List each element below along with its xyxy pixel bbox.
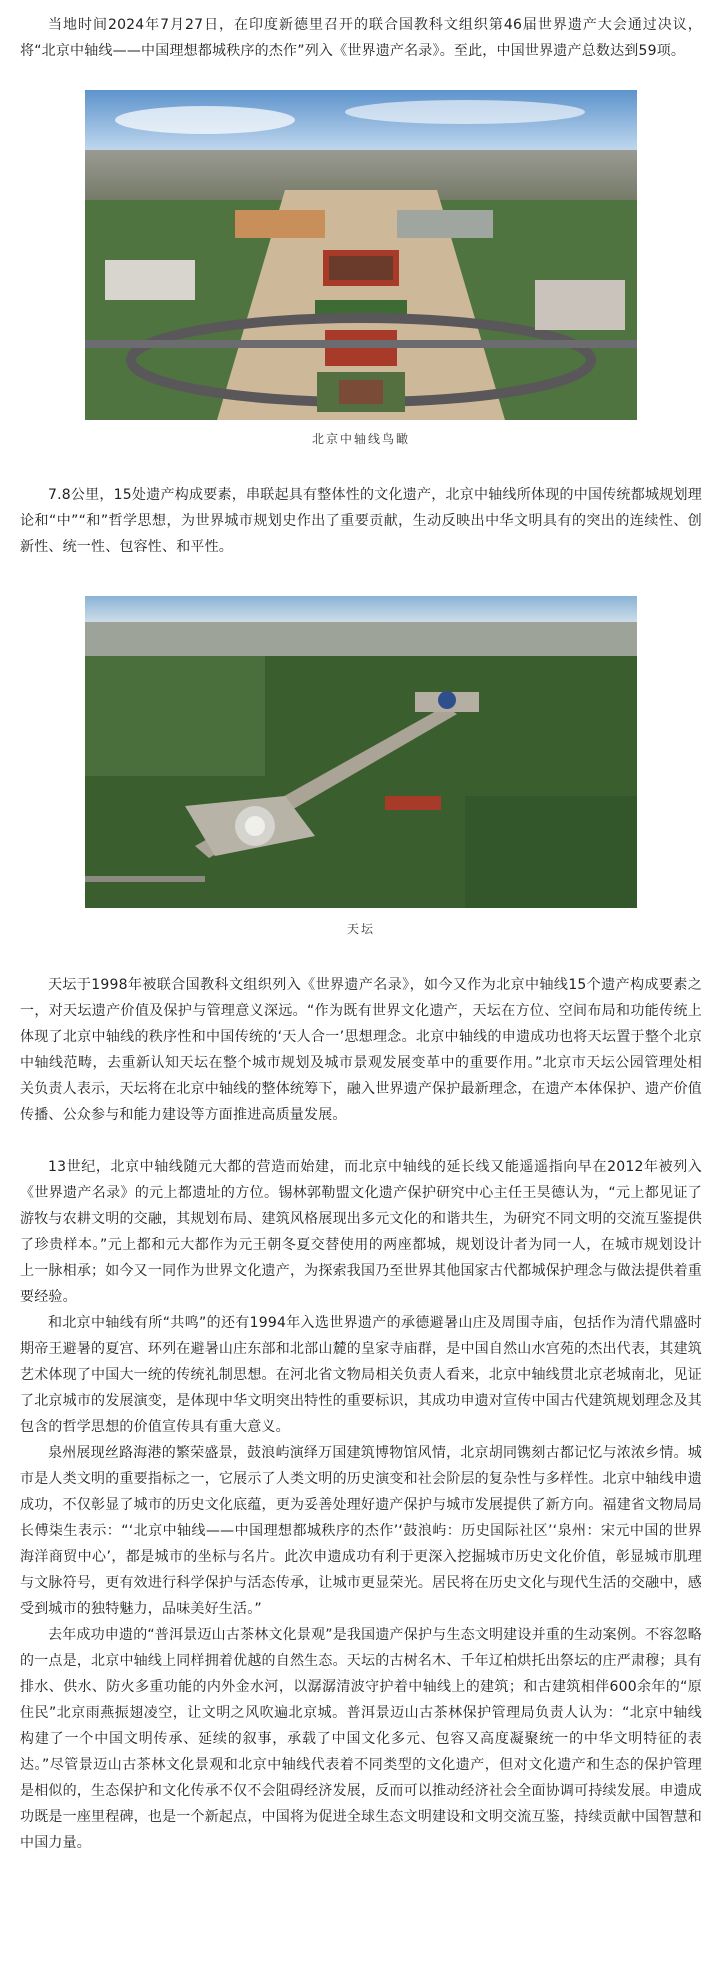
figure-temple-of-heaven [20,596,702,938]
temple-of-heaven-photo [85,596,637,908]
temple-aerial-illustration [85,596,637,908]
jingmai-paragraph: 去年成功申遗的“普洱景迈山古茶林文化景观”是我国遗产保护与生态文明建设并重的生动案例。不容忽略的一点是，北京中轴线上同样拥着优越的自然生态。天坛的古树名木、千年辽柏烘托出祭坛的庄严肃穆；具有排水、供水、防火多重功能的内外金水河，以潺潺清波守护着中轴线上的建筑；和古建筑相伴600余年的“原住民”北京雨燕振翅凌空，让文明之风吹遍北京城。普洱景迈山古茶林保护管理局负责人认为：“北京中轴线构建了一个中国文明传承、延续的叙事，承载了中国文化多元、包容又高度凝聚统一的中华文明特征的表达。”尽管景迈山古茶林文化景观和北京中轴线代表着不同类型的文化遗产，但对文化遗产和生态的保护管理是相似的，生态保护和文化传承不仅不会阻碍经济发展，反而可以推动经济社会全面协调可持续发展。申遗成功既是一座里程碑，也是一个新起点，中国将为促进全球生态文明建设和文明交流互鉴，持续贡献中国智慧和中国力量。 [20,1627,702,1851]
figure2-caption: 天坛 [346,922,375,936]
chengde-paragraph: 和北京中轴线有所“共鸣”的还有1994年入选世界遗产的承德避暑山庄及周围寺庙，包括作为清代鼎盛时期帝王避暑的夏宫、环列在避暑山庄东部和北部山麓的皇家寺庙群，是中国自然山水宫苑的杰出代表，其建筑艺术体现了中国大一统的传统礼制思想。在河北省文物局相关负责人看来，北京中轴线贯北京老城南北，见证了北京城市的发展演变，是体现中华文明突出特性的重要标识，其成功申遗对宣传中国古代建筑规划理念及其包含的哲学思想的价值宣传具有重大意义。 [20,1315,702,1435]
figure-axis-aerial [20,90,702,448]
temple-paragraph: 天坛于1998年被联合国教科文组织列入《世界遗产名录》，如今又作为北京中轴线15个遗产构成要素之一，对天坛遗产价值及保护与管理意义深远。“作为既有世界文化遗产，天坛在方位、空间布局和功能传统上体现了北京中轴线的秩序性和中国传统的‘天人合一’思想理念。北京中轴线的申遗成功也将天坛置于整个北京中轴线范畴，去重新认知天坛在整个城市规划及城市景观发展变革中的重要作用。”北京市天坛公园管理处相关负责人表示，天坛将在北京中轴线的整体统筹下，融入世界遗产保护最新理念，在遗产本体保护、遗产价值传播、公众参与和能力建设等方面推进高质量发展。 [20,977,702,1123]
axis-aerial-illustration [85,90,637,420]
figure1-caption: 北京中轴线鸟瞰 [311,432,410,446]
quanzhou-paragraph: 泉州展现丝路海港的繁荣盛景，鼓浪屿演绎万国建筑博物馆风情，北京胡同镌刻古都记忆与浓浓乡情。城市是人类文明的重要指标之一，它展示了人类文明的历史演变和社会阶层的复杂性与多样性。北京中轴线申遗成功，不仅彰显了城市的历史文化底蕴，更为妥善处理好遗产保护与城市发展提供了新方向。福建省文物局局长傅柒生表示：“‘北京中轴线——中国理想都城秩序的杰作’‘鼓浪屿：历史国际社区’‘泉州：宋元中国的世界海洋商贸中心’，都是城市的坐标与名片。此次申遗成功有利于更深入挖掘城市历史文化价值，彰显城市肌理与文脉符号，更有效进行科学保护与活态传承，让城市更显荣光。居民将在历史文化与现代生活的交融中，感受到城市的独特魅力，品味美好生活。” [20,1445,702,1617]
axis-aerial-photo [85,90,637,420]
intro-paragraph: 当地时间2024年7月27日，在印度新德里召开的联合国教科文组织第46届世界遗产大会通过决议，将“北京中轴线——中国理想都城秩序的杰作”列入《世界遗产名录》。至此，中国世界遗产总数达到59项。 [20,17,702,59]
axis-paragraph: 7.8公里，15处遗产构成要素，串联起具有整体性的文化遗产，北京中轴线所体现的中国传统都城规划理论和“中”“和”哲学思想，为世界城市规划史作出了重要贡献，生动反映出中华文明具有的突出的连续性、创新性、统一性、包容性、和平性。 [20,487,702,555]
shangdu-paragraph: 13世纪，北京中轴线随元大都的营造而始建，而北京中轴线的延长线又能遥遥指向早在2012年被列入《世界遗产名录》的元上都遗址的方位。锡林郭勒盟文化遗产保护研究中心主任王昊德认为，“元上都见证了游牧与农耕文明的交融，其规划布局、建筑风格展现出多元文化的和谐共生，为研究不同文明的交流互鉴提供了珍贵样本。”元上都和元大都作为元王朝冬夏交替使用的两座都城，规划设计者为同一人，在城市规划设计上一脉相承；如今又一同作为世界文化遗产，为探索我国乃至世界其他国家古代都城保护理念与做法提供着重要经验。 [20,1159,702,1305]
